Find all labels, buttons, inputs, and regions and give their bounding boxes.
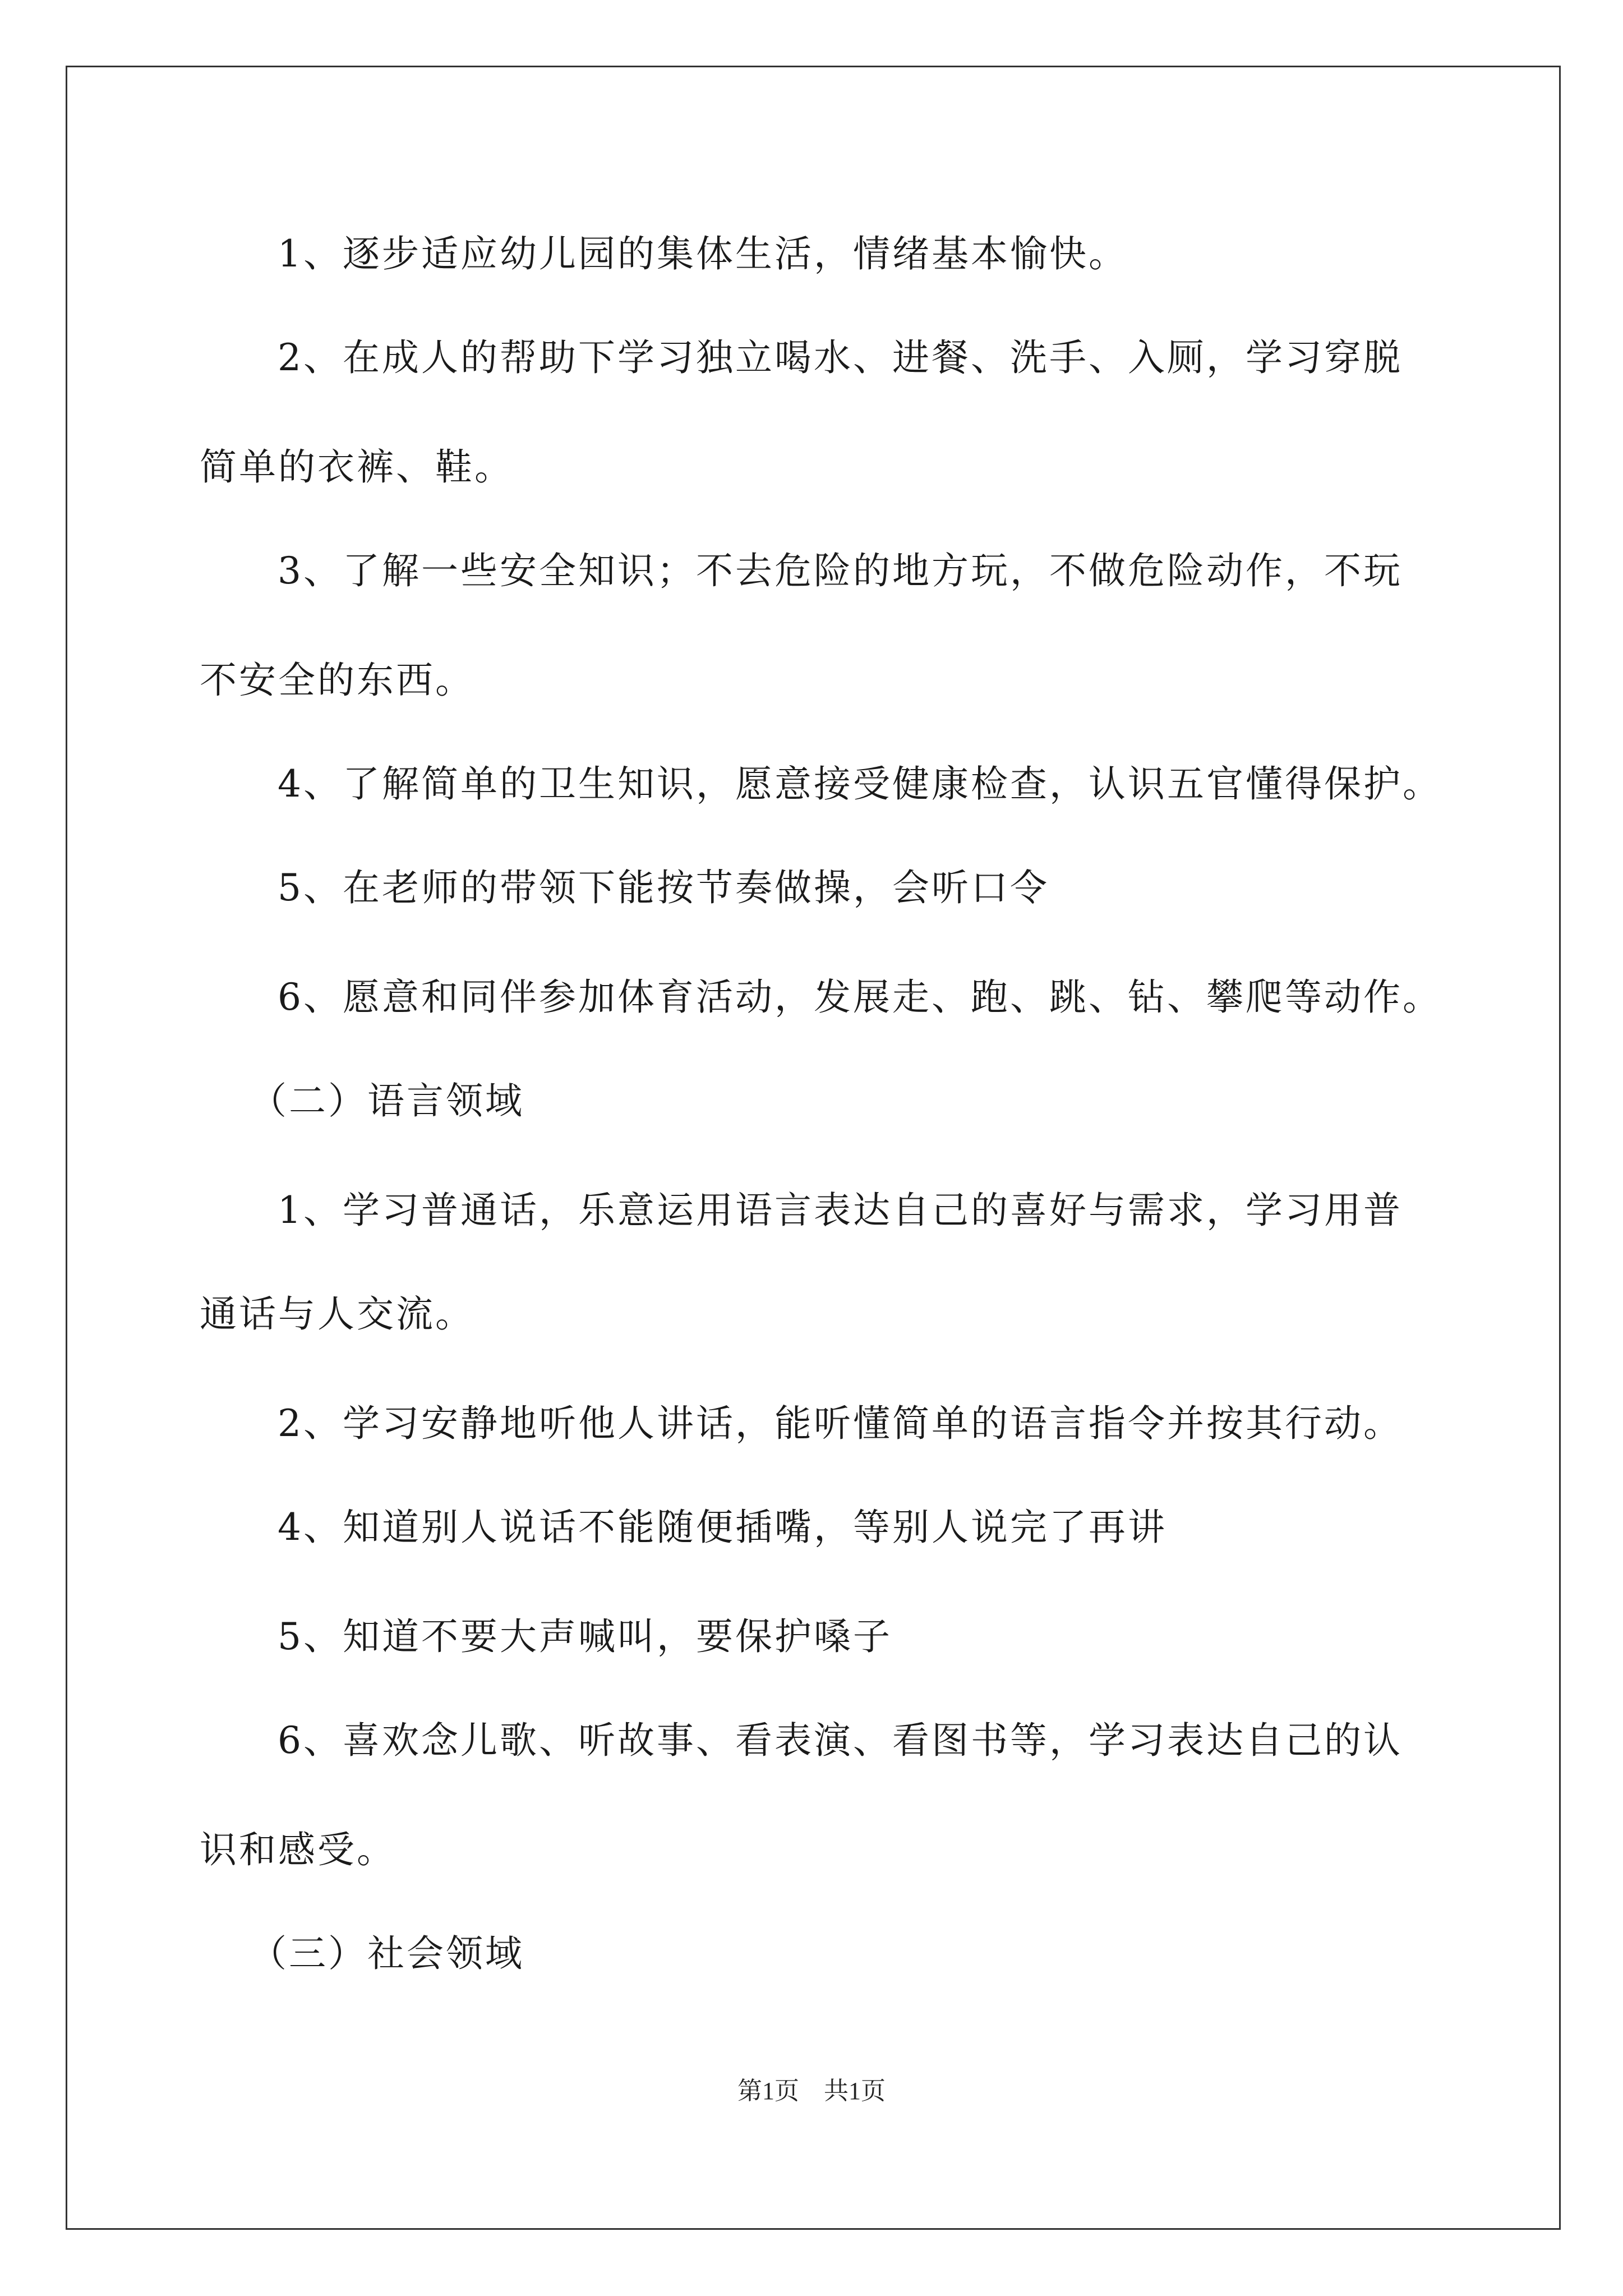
paragraph-line-16: 识和感受。 <box>200 1828 396 1871</box>
paragraph-line-7: 5、在老师的带领下能按节奏做操，会听口令 <box>278 866 1049 909</box>
paragraph-line-8: 6、愿意和同伴参加体育活动，发展走、跑、跳、钻、攀爬等动作。 <box>278 976 1442 1019</box>
paragraph-line-15: 6、喜欢念儿歌、听故事、看表演、看图书等，学习表达自己的认 <box>278 1719 1403 1762</box>
paragraph-line-3: 简单的衣裤、鞋。 <box>200 445 514 489</box>
paragraph-line-11: 通话与人交流。 <box>200 1292 474 1336</box>
paragraph-line-6: 4、了解简单的卫生知识，愿意接受健康检查，认识五官懂得保护。 <box>278 762 1442 806</box>
paragraph-line-10: 1、学习普通话，乐意运用语言表达自己的喜好与需求，学习用普 <box>278 1189 1403 1232</box>
paragraph-line-5: 不安全的东西。 <box>200 659 474 702</box>
page-footer: 第1页 共1页 <box>737 2077 886 2105</box>
page-border <box>66 66 1561 2230</box>
paragraph-line-4: 3、了解一些安全知识；不去危险的地方玩，不做危险动作，不玩 <box>278 549 1403 592</box>
paragraph-line-2: 2、在成人的帮助下学习独立喝水、进餐、洗手、入厕，学习穿脱 <box>278 336 1403 379</box>
paragraph-line-12: 2、学习安静地听他人讲话，能听懂简单的语言指令并按其行动。 <box>278 1402 1403 1445</box>
paragraph-line-13: 4、知道别人说话不能随便插嘴，等别人说完了再讲 <box>278 1506 1167 1549</box>
section-heading-social: （三）社会领域 <box>250 1932 524 1975</box>
section-heading-language: （二）语言领域 <box>250 1079 524 1122</box>
paragraph-line-14: 5、知道不要大声喊叫，要保护嗓子 <box>278 1615 892 1658</box>
paragraph-line-1: 1、逐步适应幼儿园的集体生活，情绪基本愉快。 <box>278 232 1128 275</box>
